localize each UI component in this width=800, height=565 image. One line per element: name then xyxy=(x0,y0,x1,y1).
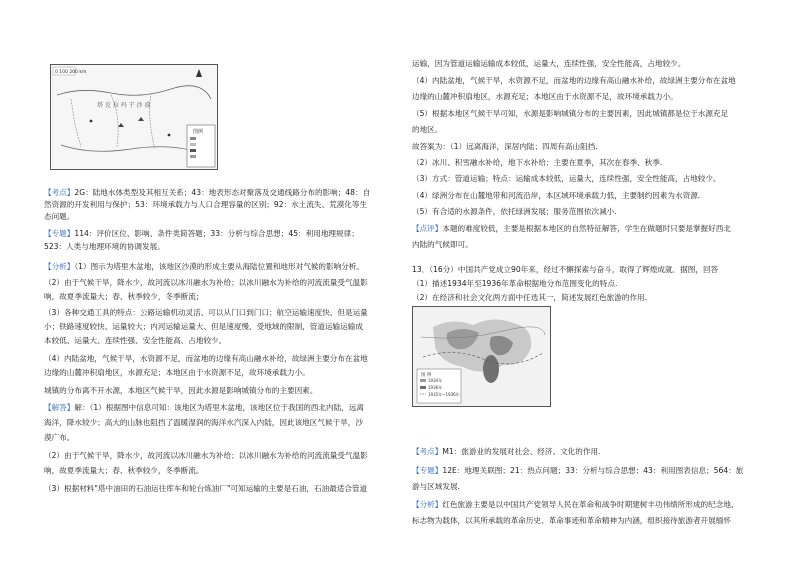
right-line-11: 内陆的气候即可。 xyxy=(412,240,473,249)
left-line-8: （3）各种交通工具的特点：公路运输机动灵活、可以从门口到门口；航空运输速度快、但是运量 xyxy=(44,308,368,317)
left-line-18: 响，故夏季流量大；春、秋季较少，冬季断流。 xyxy=(44,466,204,475)
q13-bottom-line-1: 【专题】12E：地理关联图；21：热点问题；33：分析与综合思想；43：利用图表信息；564：旅 xyxy=(412,466,744,475)
right-line-2: 边缘的山麓冲积扇地区，水源充足；本地区由于水资源不足，故环境承载力小。 xyxy=(412,92,678,101)
left-line-16: 漠广布。 xyxy=(44,433,75,442)
map-scale-label: 0 100 200 km xyxy=(55,70,87,75)
revolution-base-map xyxy=(412,306,551,407)
right-line-1: （4）内陆盆地，气候干旱，水资源不足，而盆地的边缘有高山融水补给，故绿洲主要分布在盆地 xyxy=(412,76,736,85)
right-line-5: 故答案为：（1）远离海洋，深居内陆；四周有高山阻挡. xyxy=(412,142,598,151)
q13-bottom-line-0: 【考点】M1：旅游业的发展对社会、经济、文化的作用. xyxy=(412,447,601,456)
legend-item-1935-1936: 1935年~1936年 xyxy=(428,392,460,397)
right-line-3: （5）根据本地区气候干旱可知，水源是影响城镇分布的主要因素，因此城镇都是位于水源充足 xyxy=(412,109,729,118)
right-line-10: 【点评】本题的难度较低，主要是根据本地区的自然特征解答，学生在做题时只要是掌握好西北 xyxy=(412,224,731,233)
left-line-1: 然资源的开发利用与保护；53：环境承载力与人口合理容量的区别；92：水土流失、荒漠化等生 xyxy=(44,200,368,209)
legend-item-1936: 1936年 xyxy=(428,385,443,390)
q13-line-2: （2）在经济和社会文化两方面中任选其一，简述发展红色旅游的作用. xyxy=(412,293,648,302)
left-line-6: （2）由于气候干旱，降水少，故河流以冰川融水为补给；以冰川融水为补给的河流流量受气温影 xyxy=(44,278,368,287)
map-legend-title: 图例 xyxy=(193,129,204,135)
right-line-4: 的地区。 xyxy=(412,125,443,134)
left-line-12: 边缘的山麓冲积扇地区，水源充足；本地区由于水资源不足，故环境承载力小。 xyxy=(44,368,310,377)
q13-bottom-line-4: 标志物为载体，以其所承载的革命历史、革命事迹和革命精神为内涵，组织接待旅游者开展缅怀 xyxy=(412,516,731,525)
left-line-19: （3）根据材料"塔中油田的石油运往库车和轮台炼油厂"可知运输的主要是石油，石油最适合管道 xyxy=(44,484,368,493)
revolution-base-map-graphic xyxy=(413,307,550,406)
right-line-8: （4）绿洲分布在山麓地带和河流沿岸，本区域环境承载力低，主要制约因素为水资源. xyxy=(412,191,701,200)
left-line-13: 城镇的分布离不开水源，本地区气候干旱，因此水源是影响城镇分布的主要因素。 xyxy=(44,386,318,395)
revolution-map-legend-title: 图 例 xyxy=(421,373,432,378)
q13-bottom-line-2: 游与区域发展. xyxy=(412,482,460,491)
left-line-7: 响，故夏季流量大；春、秋季较少，冬季断流； xyxy=(44,292,204,301)
left-line-9: 小；铁路速度较快、运量较大；内河运输运量大、但是速度慢、受地域的限制，管道运输运输成 xyxy=(44,322,363,331)
right-line-7: （3）方式：管道运输；特点：运输成本较低，运量大，连续性强，安全性能高，占地较少。 xyxy=(412,174,721,183)
left-line-14: 【解答】解：（1）根据图中信息可知：该地区为塔里木盆地，该地区位于我国的西北内陆，远离 xyxy=(44,403,364,412)
left-line-0: 【考点】2G：陆地水体类型及其相互关系；43：地表形态对聚落及交通线路分布的影响；48：自 xyxy=(44,188,371,197)
left-line-2: 态问题。 xyxy=(44,212,75,221)
q13-line-0: 13．（16分）中国共产党成立90年来，经过不懈探索与奋斗，取得了辉煌成就．据图，回答 xyxy=(412,265,719,274)
left-line-10: 本较低、运量大、连续性强、安全性能高、占地较少。 xyxy=(44,336,227,345)
left-line-17: （2）由于气候干旱，降水少，故河流以冰川融水为补给；以冰川融水为补给的河流流量受气温影 xyxy=(44,451,368,460)
right-line-6: （2）冰川、积雪融水补给，地下水补给；主要在夏季，其次在春季、秋季. xyxy=(412,158,663,167)
left-line-5: 【分析】（1）图示为塔里木盆地，该地区沙漠的形成主要从海陆位置和地形对气候的影响分析。 xyxy=(44,262,364,271)
left-line-3: 【专题】114：评价区位、影响、条件类简答题；33：分析与综合思想；45：利用地理规律； xyxy=(44,229,359,238)
left-line-11: （4）内陆盆地，气候干旱，水资源不足，而盆地的边缘有高山融水补给，故绿洲主要分布在盆地 xyxy=(44,354,368,363)
tarim-basin-map xyxy=(50,64,218,170)
left-line-4: 523：人类与地理环境的协调发展。 xyxy=(44,242,165,251)
legend-item-1934: 1934年 xyxy=(428,378,443,383)
map-area-label: 塔 克 拉 玛 干 沙 漠 xyxy=(97,102,151,109)
q13-line-1: （1）描述1934年至1936年革命根据地分布范围变化的特点. xyxy=(412,279,618,288)
left-line-15: 海洋，降水较少；高大的山脉也阻挡了温暖湿润的海洋水汽深入内陆，因此该地区气候干旱，沙 xyxy=(44,418,363,427)
tarim-basin-map-graphic xyxy=(51,65,217,169)
q13-bottom-line-3: 【分析】红色旅游主要是以中国共产党领导人民在革命和战争时期建树丰功伟绩所形成的纪念地、 xyxy=(412,500,739,509)
right-line-0: 运输，因为管道运输运输成本较低，运量大，连续性强，安全性能高，占地较少。 xyxy=(412,59,686,68)
right-line-9: （5）有合适的水源条件，依托绿洲发展；服务范围依次减小. xyxy=(412,207,617,216)
